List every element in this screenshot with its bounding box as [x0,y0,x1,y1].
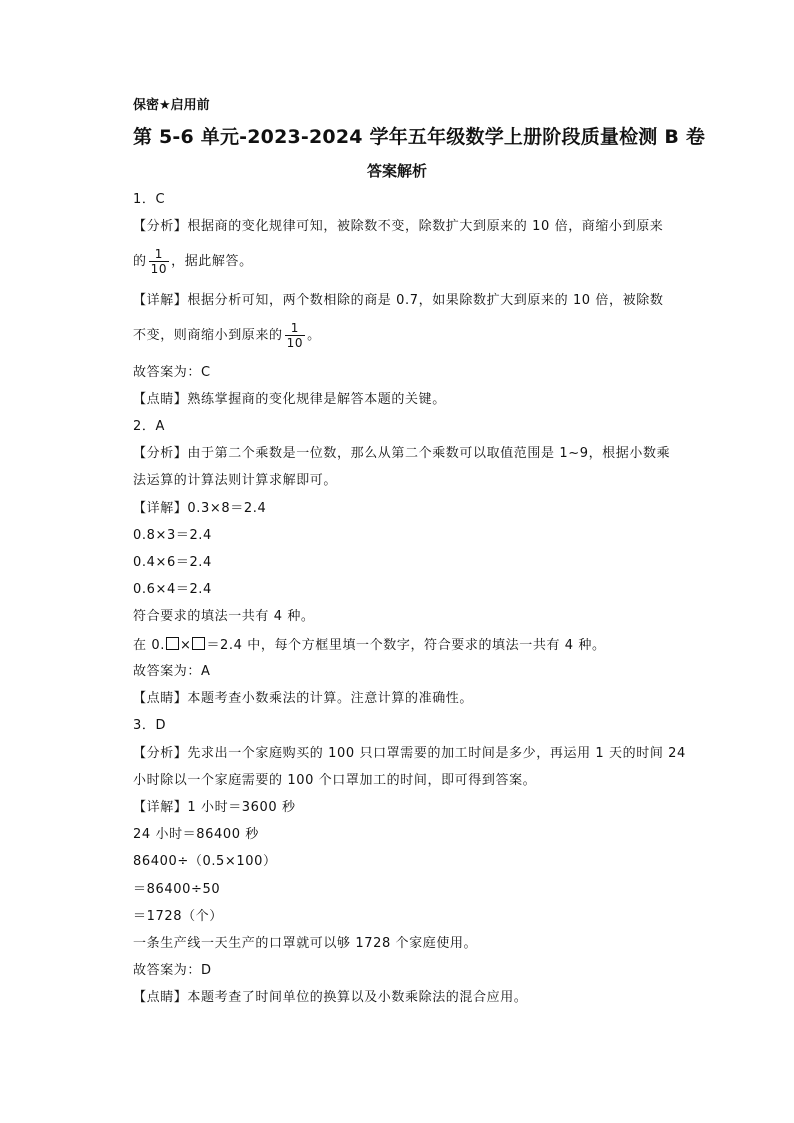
q2-detail-line6: 在 0. × ＝2.4 中，每个方框里填一个数字，符合要求的填法一共有 4 种。 [133,638,606,653]
q1-detail-line2: 不变，则商缩小到原来的 $\frac{1}{10}$ 。 [133,321,321,350]
q1-result: 故答案为：C [133,365,211,380]
q3-analysis-line1: 【分析】先求出一个家庭购买的 100 只口罩需要的加工时间是多少，再运用 1 天的时间 24 [133,746,686,761]
q2-answer: 2．A [133,419,165,434]
q2-result: 故答案为：A [133,664,211,679]
q2-detail-line1: 【详解】0.3×8＝2.4 [133,501,267,516]
q1-analysis-line1: 【分析】根据商的变化规律可知，被除数不变，除数扩大到原来的 10 倍，商缩小到原来 [133,219,664,234]
blank-box [192,637,205,650]
document-title: 第 5-6 单元-2023-2024 学年五年级数学上册阶段质量检测 B 卷 [133,126,706,148]
fraction-one-tenth: $\frac{1}{10}$ [150,247,168,276]
q2-detail-line3: 0.4×6＝2.4 [133,555,212,570]
q3-answer: 3．D [133,718,167,733]
q1-comment: 【点睛】熟练掌握商的变化规律是解答本题的关键。 [133,392,446,407]
q3-detail-line5: ＝1728（个） [133,909,223,924]
q3-analysis-line2: 小时除以一个家庭需要的 100 个口罩加工的时间，即可得到答案。 [133,773,537,788]
q3-detail-line4: ＝86400÷50 [133,882,221,897]
q2-analysis-line2: 法运算的计算法则计算求解即可。 [133,473,338,488]
q3-detail-line6: 一条生产线一天生产的口罩就可以够 1728 个家庭使用。 [133,936,478,951]
q1-detail-line1: 【详解】根据分析可知，两个数相除的商是 0.7，如果除数扩大到原来的 10 倍，被除数 [133,293,664,308]
blank-box [166,637,179,650]
q2-detail-line2: 0.8×3＝2.4 [133,528,212,543]
document-subtitle: 答案解析 [366,162,427,180]
q3-detail-line1: 【详解】1 小时＝3600 秒 [133,800,296,815]
q2-detail-line4: 0.6×4＝2.4 [133,582,212,597]
q3-comment: 【点睛】本题考查了时间单位的换算以及小数乘除法的混合应用。 [133,990,528,1005]
confidential-label: 保密★启用前 [133,98,210,113]
q3-detail-line3: 86400÷（0.5×100） [133,854,277,869]
q1-analysis-line2: 的 $\frac{1}{10}$ ，据此解答。 [133,247,253,276]
q2-comment: 【点睛】本题考查小数乘法的计算。注意计算的准确性。 [133,691,474,706]
q3-result: 故答案为：D [133,963,212,978]
q2-analysis-line1: 【分析】由于第二个乘数是一位数，那么从第二个乘数可以取值范围是 1~9，根据小数乘 [133,446,671,461]
q1-answer: 1．C [133,192,166,207]
fraction-one-tenth: $\frac{1}{10}$ [286,321,304,350]
q3-detail-line2: 24 小时＝86400 秒 [133,827,259,842]
q2-detail-line5: 符合要求的填法一共有 4 种。 [133,609,315,624]
